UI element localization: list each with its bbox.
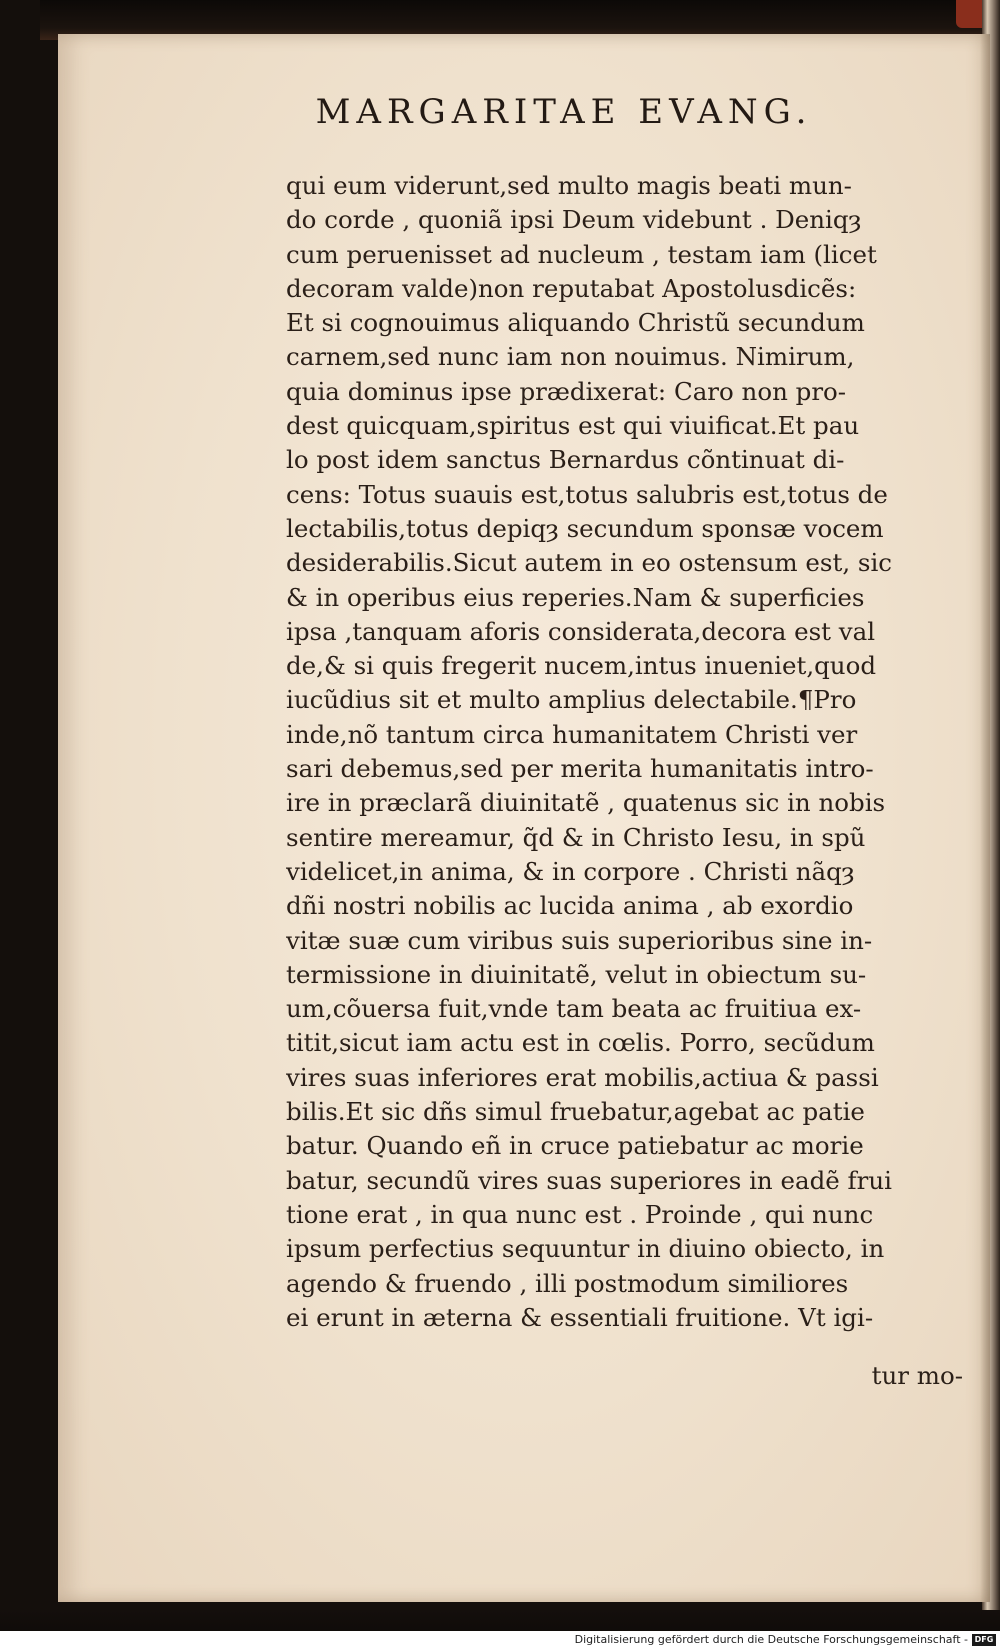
text-line: batur. Quando eñ in cruce patiebatur ac morie — [286, 1131, 864, 1161]
text-line: lectabilis,totus depiqȝ secundum sponsæ vocem — [286, 513, 884, 543]
text-line: vires suas inferiores erat mobilis,actiua & passi — [286, 1062, 879, 1092]
catchword: tur mo- — [871, 1361, 963, 1390]
text-line: cens: Totus suauis est,totus salubris est,totus de — [286, 479, 888, 509]
body-text — [286, 169, 986, 1335]
text-line: vitæ suæ cum viribus suis superioribus sine in- — [286, 925, 873, 955]
text-line: iucũdius sit et multo amplius delectabile.¶Pro — [286, 685, 857, 715]
funding-credit: Digitalisierung gefördert durch die Deutsche Forschungsgemeinschaft - — [574, 1633, 968, 1646]
text-line: videlicet,in anima, & in corpore . Christi nãqȝ — [286, 856, 855, 886]
text-line: agendo & fruendo , illi postmodum similiores — [286, 1268, 849, 1298]
digitization-footer — [0, 1631, 1000, 1649]
text-line: de,& si quis fregerit nucem,intus inueniet,quod — [286, 651, 876, 681]
text-line: lo post idem sanctus Bernardus cõntinuat di- — [286, 445, 845, 475]
text-line: um,cõuersa fuit,vnde tam beata ac fruitiua ex- — [286, 994, 862, 1024]
text-line: batur, secundũ vires suas superiores in eadẽ frui — [286, 1165, 892, 1195]
text-line: ire in præclarã diuinitatẽ , quatenus sic in nobis — [286, 788, 886, 818]
text-line: bilis.Et sic dñs simul fruebatur,agebat ac patie — [286, 1097, 865, 1127]
dfg-logo: DFG — [972, 1634, 996, 1646]
text-line: termissione in diuinitatẽ, velut in obiectum su- — [286, 959, 867, 989]
text-line: dñi nostri nobilis ac lucida anima , ab exordio — [286, 891, 854, 921]
text-line: desiderabilis.Sicut autem in eo ostensum est, sic — [286, 548, 893, 578]
text-line: do corde , quoniã ipsi Deum videbunt . Deniqȝ — [286, 205, 862, 235]
text-line: sari debemus,sed per merita humanitatis intro- — [286, 754, 874, 784]
text-line: titit,sicut iam actu est in cœlis. Porro, secũdum — [286, 1028, 875, 1058]
text-line: quia dominus ipse prædixerat: Caro non pro- — [286, 376, 847, 406]
text-line: Et si cognouimus aliquando Christũ secundum — [286, 308, 865, 338]
text-line: ipsum perfectius sequuntur in diuino obiecto, in — [286, 1234, 885, 1264]
text-line: decoram valde)non reputabat Apostolusdicẽs: — [286, 273, 857, 303]
text-line: sentire mereamur, q̃d & in Christo Iesu, in spũ — [286, 822, 866, 852]
paper-page — [58, 34, 990, 1602]
text-line: ipsa ,tanquam aforis considerata,decora est val — [286, 616, 876, 646]
text-line: tione erat , in qua nunc est . Proinde , qui nunc — [286, 1199, 874, 1229]
text-line: ei erunt in æterna & essentiali fruitione. Vt igi- — [286, 1302, 874, 1332]
text-line: carnem,sed nunc iam non nouimus. Nimirum, — [286, 342, 855, 372]
text-line: cum peruenisset ad nucleum , testam iam (licet — [286, 239, 877, 269]
text-line: inde,nõ tantum circa humanitatem Christi ver — [286, 719, 858, 749]
text-line: qui eum viderunt,sed multo magis beati mun- — [286, 171, 852, 200]
text-line: & in operibus eius reperies.Nam & superficies — [286, 582, 865, 612]
text-line: dest quicquam,spiritus est qui viuificat.Et pau — [286, 411, 860, 441]
running-head: MARGARITAE EVANG. — [315, 92, 813, 132]
